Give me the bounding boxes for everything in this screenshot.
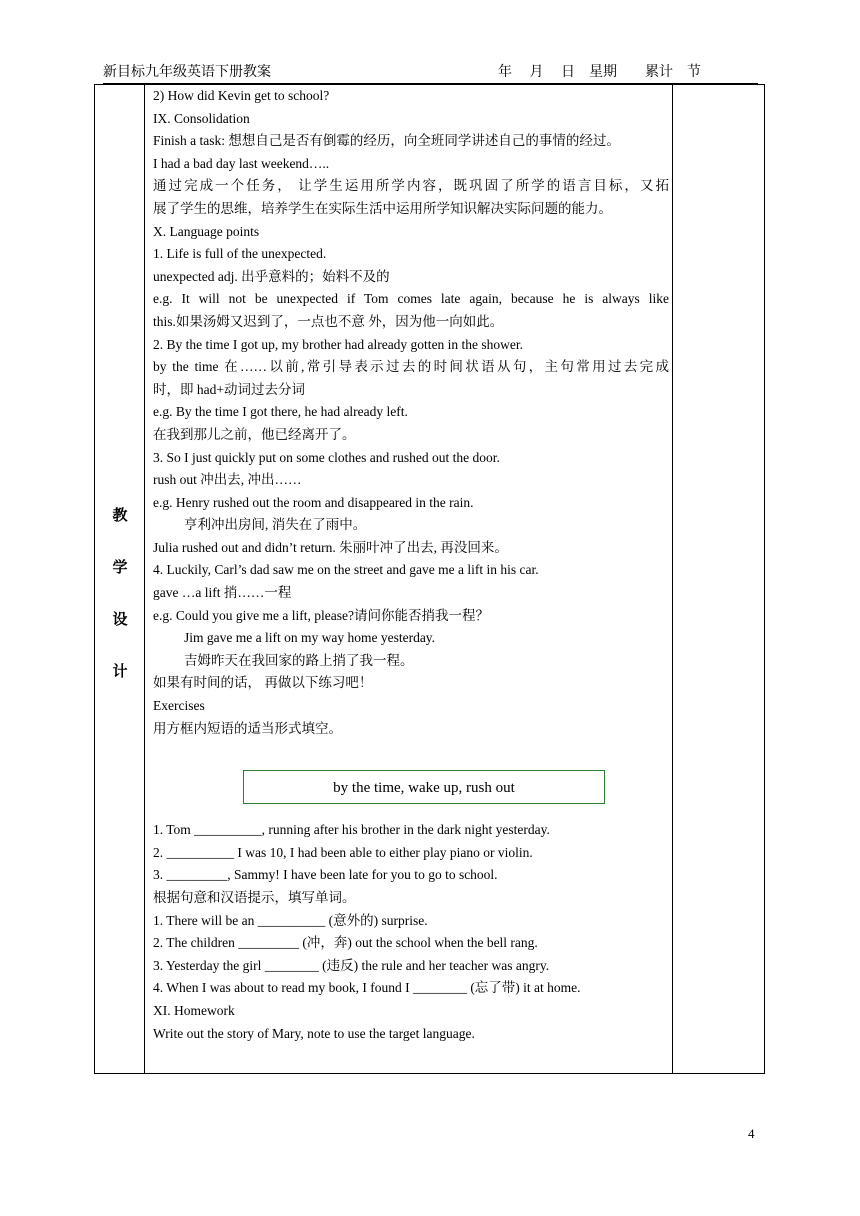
page-number: 4 <box>748 1126 755 1141</box>
example-line: e.g. By the time I got there, he had already left. <box>153 404 408 420</box>
explanation-line: 通过完成一个任务， 让学生运用所学内容，既巩固了所学的语言目标，又拓 <box>153 178 669 194</box>
example-line: this.如果汤姆又迟到了，一点也不意 外，因为他一向如此。 <box>153 313 504 329</box>
document-title: 新目标九年级英语下册教案 <box>103 65 271 80</box>
instruction-line: 用方框内短语的适当形式填空。 <box>153 720 342 736</box>
translation-line: 在我到那儿之前，他已经离开了。 <box>153 426 356 442</box>
language-point: 4. Luckily, Carl’s dad saw me on the street and gave me a lift in his car. <box>153 562 539 578</box>
language-point: 3. So I just quickly put on some clothes and rushed out the door. <box>153 449 500 465</box>
definition-line: rush out 冲出去, 冲出…… <box>153 472 302 488</box>
exercise-item: 4. When I was about to read my book, I found I ________ (忘了带) it at home. <box>153 980 581 996</box>
phrase-box: by the time, wake up, rush out <box>243 770 605 804</box>
language-point: 2. By the time I got up, my brother had already gotten in the shower. <box>153 336 524 352</box>
example-line: I had a bad day last weekend….. <box>153 155 330 171</box>
side-label-char: 学 <box>112 560 128 576</box>
instruction-line: 如果有时间的话， 再做以下练习吧！ <box>153 675 373 691</box>
task-line: Finish a task: 想想自己是否有倒霉的经历，向全班同学讲述自己的事情的经过。 <box>153 133 620 149</box>
translation-line: 亨利冲出房间, 消失在了雨中。 <box>184 517 367 533</box>
side-label-char: 设 <box>112 612 128 628</box>
lesson-plan-table <box>94 84 765 1074</box>
side-label-column <box>95 85 145 1073</box>
section-heading: XI. Homework <box>153 1002 235 1018</box>
example-line: e.g. It will not be unexpected if Tom comes late again, because he is always like <box>153 291 669 307</box>
exercise-item: 1. Tom __________, running after his brother in the dark night yesterday. <box>153 822 550 838</box>
definition-line: unexpected adj. 出乎意料的；始料不及的 <box>153 268 390 284</box>
side-label-char: 计 <box>112 664 128 680</box>
date-fields: 年 月 日 星期 累计 节 <box>498 65 701 80</box>
exercise-item: 2. __________ I was 10, I had been able to either play piano or violin. <box>153 844 533 860</box>
lesson-content <box>153 85 669 1045</box>
side-label-char: 教 <box>112 508 128 524</box>
page-header <box>103 63 758 84</box>
example-line: Julia rushed out and didn’t return. 朱丽叶冲了出去, 再没回来。 <box>153 539 508 555</box>
example-line: Jim gave me a lift on my way home yesterday. <box>184 630 436 646</box>
explanation-line: 展了学生的思维，培养学生在实际生活中运用所学知识解决实际问题的能力。 <box>153 200 612 216</box>
exercise-item: 3. _________, Sammy! I have been late for you to go to school. <box>153 867 498 883</box>
exercise-item: 1. There will be an __________ (意外的) surprise. <box>153 912 428 928</box>
exercise-item: 2. The children _________ (冲，奔) out the school when the bell rang. <box>153 935 538 951</box>
section-heading: IX. Consolidation <box>153 110 250 126</box>
section-heading: Exercises <box>153 698 205 714</box>
side-label <box>95 490 145 698</box>
section-heading: X. Language points <box>153 223 260 239</box>
notes-column <box>672 85 764 1073</box>
example-line: e.g. Could you give me a lift, please?请问你能否捎我一程？ <box>153 607 489 623</box>
exercise-item: 3. Yesterday the girl ________ (违反) the rule and her teacher was angry. <box>153 957 550 973</box>
question-line: 2) How did Kevin get to school? <box>153 88 330 103</box>
language-point: 1. Life is full of the unexpected. <box>153 246 327 262</box>
definition-line: by the time 在……以前,常引导表示过去的时间状语从句，主句常用过去完成 <box>153 359 669 375</box>
homework-line: Write out the story of Mary, note to use the target language. <box>153 1025 475 1041</box>
example-line: e.g. Henry rushed out the room and disappeared in the rain. <box>153 494 474 510</box>
translation-line: 吉姆昨天在我回家的路上捎了我一程。 <box>184 652 414 668</box>
definition-line: gave …a lift 捎……一程 <box>153 585 292 601</box>
instruction-line: 根据句意和汉语提示，填写单词。 <box>153 890 356 905</box>
definition-line: 时，即 had+动词过去分词 <box>153 381 305 397</box>
